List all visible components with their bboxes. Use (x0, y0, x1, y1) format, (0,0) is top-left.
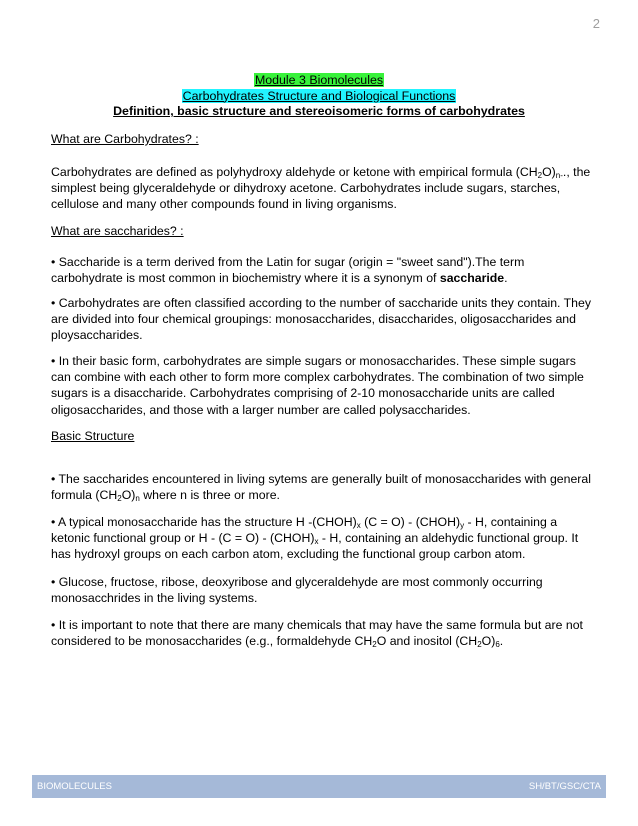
document-subtitle: Definition, basic structure and stereoisomeric forms of carbohydrates (113, 104, 525, 118)
page-number: 2 (592, 16, 600, 31)
module-title: Module 3 Biomolecules (254, 73, 384, 87)
topic-title: Carbohydrates Structure and Biological Functions (182, 88, 456, 103)
basic-structure-paragraph-3: • Glucose, fructose, ribose, deoxyribose and glyceraldehyde are most commonly occurring monosacchrides in the living systems. (51, 575, 543, 606)
section-title-basic-structure: Basic Structure (51, 429, 135, 443)
footer-left-label: BIOMOLECULES (37, 781, 112, 792)
saccharide-term: saccharide (439, 271, 505, 286)
basic-structure-paragraph-2: • A typical monosaccharide has the structure H $-(CHOH)_x$ $(C = O) - (CHOH)_y - H$, containing a ketonic functional group or $H - (C = O) - (CHOH)_x - H$, containing an aldehydic functional group. It has hydroxyl groups on each carbon atom, excluding the functional group carbon atom. (51, 515, 579, 562)
saccharide-paragraph-3: • In their basic form, carbohydrates are simple sugars or monosaccharides. These simple sugars can combine with each other to form more complex carbohydrates. The combination of two simple sugars is a disaccharide. Carbohydrates comprising of 2-10 monosaccharide units are called oligosaccharides, and those with a larger number are called polysaccharides. (51, 354, 584, 417)
saccharide-paragraph-1: • Saccharide is a term derived from the Latin for sugar (origin = "sweet sand").The term carbohydrate is most common in biochemistry where it is a synonym of saccharide. (51, 255, 525, 286)
section-title-saccharides: What are saccharides? : (51, 224, 184, 238)
page-footer (32, 775, 606, 798)
saccharide-paragraph-2: • Carbohydrates are often classified according to the number of saccharide units they contain. They are divided into four chemical groupings: monosaccharides, disaccharides, oligosaccharides and ploysaccharides. (51, 296, 591, 343)
section-title-carbohydrates: What are Carbohydrates? : (51, 132, 199, 146)
basic-structure-paragraph-1: • The saccharides encountered in living sytems are generally built of monosaccharides with general formula $(CH_2O)_n$ where n is three or more. (51, 472, 591, 504)
paragraph: Carbohydrates are defined as polyhydroxy aldehyde or ketone with empirical formula $(CH_2O)_{n-}$., the simplest being glyceraldehyde or dihydroxy acetone. Carbohydrates include sugars, starches, cellulose and many other compounds found in living organisms. (51, 165, 591, 212)
footer-right-label: SH/BT/GSC/CTA (528, 781, 601, 792)
carbohydrates-definition (51, 164, 596, 213)
document-heading (0, 73, 638, 120)
basic-structure-paragraph-4: • It is important to note that there are many chemicals that may have the same formula but are not considered to be monosaccharides (e.g., formaldehyde $CH_2O$ and inositol $(CH_2O)_6$. (51, 618, 583, 650)
